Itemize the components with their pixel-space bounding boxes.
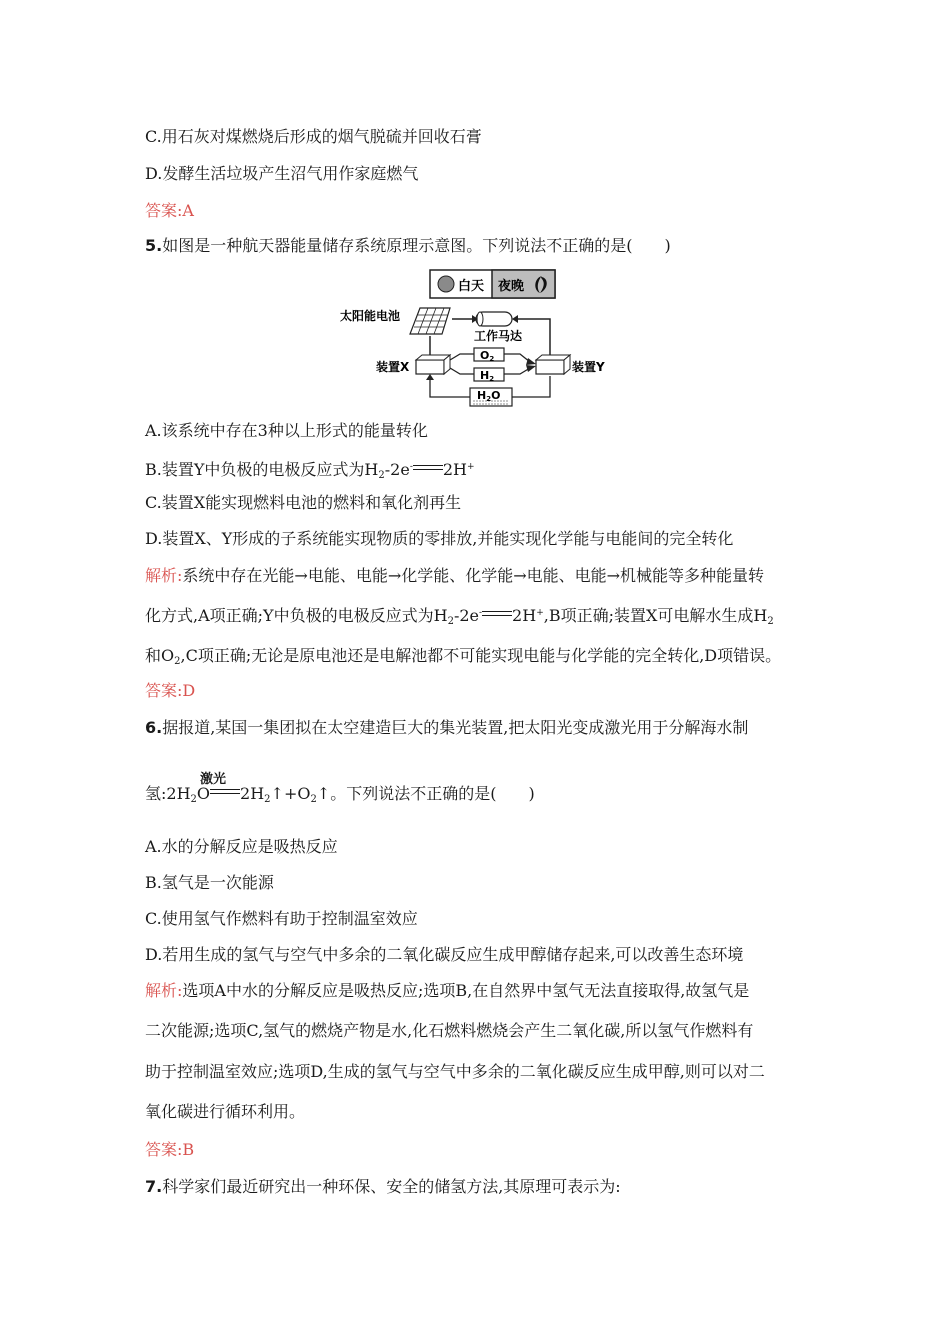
o2-label: O2 xyxy=(480,349,495,363)
sun-icon xyxy=(438,276,454,292)
q5-option-a: A.该系统中存在3种以上形式的能量转化 xyxy=(145,421,428,440)
q6-option-a: A.水的分解反应是吸热反应 xyxy=(145,837,338,856)
subscript: 2 xyxy=(264,794,271,805)
superscript: + xyxy=(536,608,544,618)
device-x-box xyxy=(416,355,450,374)
line-water-x xyxy=(430,378,470,397)
q4-answer: 答案:A xyxy=(145,201,194,220)
arrowhead xyxy=(526,365,536,372)
q6-stem-line-1 xyxy=(145,717,748,739)
line-x-o2 xyxy=(450,354,474,360)
q5-analysis-line-3 xyxy=(145,645,781,673)
analysis-text: 化方式,A项正确;Y中负极的电极反应式为H xyxy=(145,606,448,625)
day-label: 白天 xyxy=(458,279,485,294)
q5-option-b xyxy=(145,456,475,487)
h2-label: H2 xyxy=(480,369,495,383)
q5-option-c: C.装置X能实现燃料电池的燃料和氧化剂再生 xyxy=(145,493,462,512)
arrowhead xyxy=(526,358,536,365)
superscript: - xyxy=(409,462,413,472)
q5-stem-text: 如图是一种航天器能量储存系统原理示意图。下列说法不正确的是( ) xyxy=(162,236,671,255)
laser-condition: 激光 xyxy=(200,772,227,787)
equals-sign xyxy=(482,609,512,619)
q7-number: 7. xyxy=(145,1177,163,1196)
night-label: 夜晚 xyxy=(498,279,525,294)
q6-stem-text: 2H xyxy=(240,784,265,803)
subscript: 2 xyxy=(767,616,774,627)
arrowhead xyxy=(426,374,434,380)
q7-stem-text: 科学家们最近研究出一种环保、安全的储氢方法,其原理可表示为: xyxy=(162,1177,621,1196)
analysis-text: 选项A中水的分解反应是吸热反应;选项B,在自然界中氢气无法直接取得,故氢气是 xyxy=(182,981,750,1000)
arrowhead xyxy=(512,315,518,323)
q6-analysis-line-1 xyxy=(145,980,749,1002)
device-y-box xyxy=(536,355,570,374)
q6-stem-text: 氢:2H xyxy=(145,784,191,803)
q6-stem-text: 据报道,某国一集团拟在太空建造巨大的集光装置,把太阳光变成激光用于分解海水制 xyxy=(162,718,749,737)
line-y-water xyxy=(512,376,550,397)
analysis-text: -2e xyxy=(453,606,479,625)
motor-icon xyxy=(476,312,512,326)
q5-number: 5. xyxy=(145,236,163,255)
q5-option-b-text: -2e xyxy=(384,460,410,479)
analysis-text: 和O xyxy=(145,646,175,665)
q6-stem-text: O xyxy=(196,784,211,803)
subscript: 2 xyxy=(174,656,181,667)
superscript: - xyxy=(479,608,483,618)
q5-option-b-text: B.装置Y中负极的电极反应式为H xyxy=(145,460,379,479)
analysis-text: 2H xyxy=(512,606,537,625)
subscript: 2 xyxy=(378,470,385,481)
subscript: 2 xyxy=(310,794,317,805)
q5-option-b-text: 2H xyxy=(442,460,467,479)
energy-storage-diagram xyxy=(340,268,610,413)
analysis-label: 解析: xyxy=(145,981,183,1000)
q5-answer: 答案:D xyxy=(145,681,196,700)
line-o2-y xyxy=(504,354,530,362)
q6-answer: 答案:B xyxy=(145,1140,195,1159)
line-x-h2 xyxy=(450,368,474,374)
motor-label: 工作马达 xyxy=(474,329,523,343)
q4-option-d: D.发酵生活垃圾产生沼气用作家庭燃气 xyxy=(145,164,419,183)
q7-stem xyxy=(145,1176,621,1198)
h2o-label: H2O xyxy=(477,389,501,403)
q5-option-d: D.装置X、Y形成的子系统能实现物质的零排放,并能实现化学能与电能间的完全转化 xyxy=(145,529,734,548)
subscript: 2 xyxy=(190,794,197,805)
analysis-label: 解析: xyxy=(145,566,183,585)
line-h2-y xyxy=(504,368,530,374)
q6-analysis-line-4: 氧化碳进行循环利用。 xyxy=(145,1102,306,1121)
superscript: + xyxy=(467,462,475,472)
q6-analysis-line-3: 助于控制温室效应;选项D,生成的氢气与空气中多余的二氧化碳反应生成甲醇,则可以对二 xyxy=(145,1062,765,1081)
analysis-text: 系统中存在光能→电能、电能→化学能、化学能→电能、电能→机械能等多种能量转 xyxy=(182,566,765,585)
equals-sign xyxy=(210,787,240,797)
q5-analysis-line-1 xyxy=(145,565,764,587)
q6-option-c: C.使用氢气作燃料有助于控制温室效应 xyxy=(145,909,418,928)
q6-stem-line-2 xyxy=(145,783,535,811)
q6-stem-text: ↑。下列说法不正确的是( ) xyxy=(316,784,535,803)
solar-cell-label: 太阳能电池 xyxy=(340,309,401,323)
solar-panel-icon xyxy=(410,308,450,334)
device-x-label: 装置X xyxy=(376,360,410,374)
analysis-text: ,B项正确;装置X可电解水生成H xyxy=(543,606,768,625)
analysis-text: ,C项正确;无论是原电池还是电解池都不可能实现电能与化学能的完全转化,D项错误。 xyxy=(180,646,782,665)
q5-stem xyxy=(145,235,671,257)
device-y-label: 装置Y xyxy=(572,360,605,374)
q5-analysis-line-2 xyxy=(145,602,774,633)
equals-sign xyxy=(413,463,443,473)
q6-analysis-line-2: 二次能源;选项C,氢气的燃烧产物是水,化石燃料燃烧会产生二氧化碳,所以氢气作燃料有 xyxy=(145,1021,754,1040)
q6-stem-text: ↑+O xyxy=(270,784,311,803)
subscript: 2 xyxy=(447,616,454,627)
q4-option-c: C.用石灰对煤燃烧后形成的烟气脱硫并回收石膏 xyxy=(145,127,482,146)
q6-option-d: D.若用生成的氢气与空气中多余的二氧化碳反应生成甲醇储存起来,可以改善生态环境 xyxy=(145,945,744,964)
q6-option-b: B.氢气是一次能源 xyxy=(145,873,274,892)
q6-number: 6. xyxy=(145,718,163,737)
